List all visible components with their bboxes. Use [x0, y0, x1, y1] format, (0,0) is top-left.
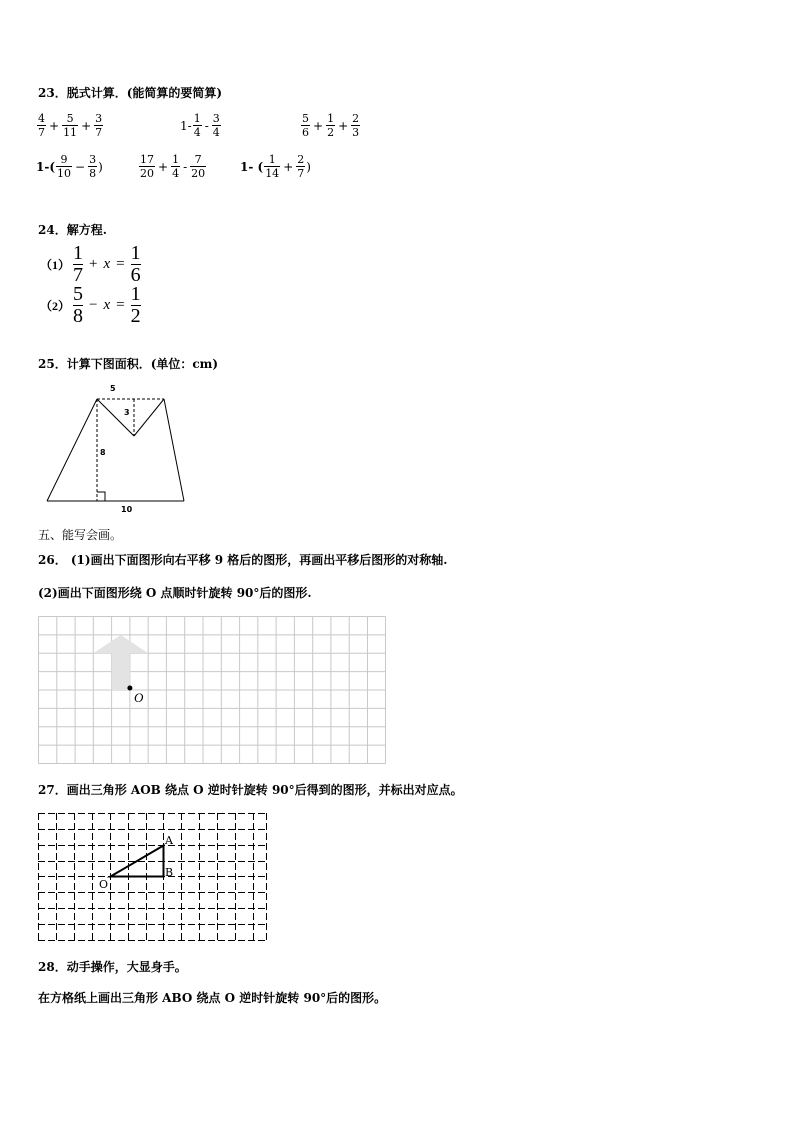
q23-title: 23．脱式计算．(能简算的要简算): [38, 86, 223, 100]
bottom-length-label: 10: [121, 505, 133, 514]
fraction: $\frac{3}{7}$: [95, 112, 103, 139]
q27-title: 27．画出三角形 AOB 绕点 O 逆时针旋转 90°后得到的图形，并标出对应点。: [38, 783, 463, 797]
point-o: [127, 686, 132, 691]
notch-left: [97, 399, 134, 436]
q26-grid: [38, 616, 388, 764]
section-title: 五、能写会画。: [38, 528, 123, 542]
height-label: 8: [100, 448, 106, 457]
fraction: $\frac{3}{8}$: [89, 153, 97, 180]
q26-line-2: (2)画出下面图形绕 O 点顺时针旋转 90°后的图形.: [38, 586, 312, 600]
fraction: $\frac{1}{2}$: [327, 112, 335, 139]
q23-expr-2: 1- $\frac{1}{4}$ - $\frac{3}{4}$: [180, 112, 220, 139]
notch-depth-label: 3: [124, 408, 130, 417]
q23-expr-3: $\frac{5}{6}$ + $\frac{1}{2}$ + $\frac{2}{3}$: [302, 112, 360, 139]
q26-line-1: 26． (1)画出下面图形向右平移 9 格后的图形，再画出平移后图形的对称轴.: [38, 553, 448, 567]
q24-equation-1: （1） 1 7 + x = $\frac{1}{6}$: [40, 242, 141, 286]
q24-title: 24．解方程.: [38, 223, 107, 237]
fraction: $\frac{1}{6}$: [130, 242, 141, 286]
right-angle-mark: [97, 492, 105, 501]
label-a: A: [165, 834, 173, 847]
top-length-label: 5: [110, 384, 116, 393]
label-b: B: [165, 866, 174, 879]
arrow-shape: [93, 635, 148, 690]
q28-text: 在方格纸上画出三角形 ABO 绕点 O 逆时针旋转 90°后的图形。: [38, 991, 387, 1005]
trapezoid-left-side: [47, 399, 97, 501]
label-o: O: [99, 878, 109, 891]
fraction: $\frac{7}{20}$: [191, 153, 206, 180]
fraction: $\frac{2}{3}$: [352, 112, 360, 139]
fraction: $\frac{3}{4}$: [212, 112, 220, 139]
fraction: $\frac{1}{14}$: [265, 153, 280, 180]
fraction: $\frac{5}{11}$: [63, 112, 78, 139]
q24-equation-2: （2） 5 8 − x = $\frac{1}{2}$: [40, 283, 141, 327]
q23-expr-6: 1- ( $\frac{1}{14}$ + $\frac{2}{7}$ ): [240, 153, 311, 180]
fraction: 1 7: [73, 242, 84, 286]
fraction: $\frac{4}{7}$: [38, 112, 45, 139]
q27-grid: [36, 812, 268, 943]
fraction: $\frac{2}{7}$: [297, 153, 305, 180]
q23-expr-1: $\frac{4}{7}$ + $\frac{5}{11}$ + $\frac{3}{7}$: [38, 112, 103, 139]
fraction: 5 8: [73, 283, 84, 327]
trapezoid-figure: [36, 380, 211, 515]
q25-title: 25．计算下图面积．(单位：cm): [38, 357, 219, 371]
q23-expr-5: $\frac{17}{20}$ + $\frac{1}{4}$ - $\frac{7}{20}$: [140, 153, 206, 180]
q28-title: 28．动手操作，大显身手。: [38, 960, 187, 974]
fraction: $\frac{1}{2}$: [130, 283, 141, 327]
fraction: $\frac{1}{4}$: [193, 112, 201, 139]
grid-lines: [39, 617, 386, 764]
point-o-label: O: [134, 690, 144, 705]
trapezoid-right-side: [164, 399, 184, 501]
fraction: $\frac{5}{6}$: [302, 112, 309, 139]
fraction: $\frac{17}{20}$: [140, 153, 154, 180]
q23-expr-4: 1-( $\frac{9}{10}$ − $\frac{3}{8}$ ): [36, 153, 103, 180]
fraction: $\frac{1}{4}$: [172, 153, 180, 180]
fraction: $\frac{9}{10}$: [57, 153, 72, 180]
notch-right: [134, 399, 164, 436]
